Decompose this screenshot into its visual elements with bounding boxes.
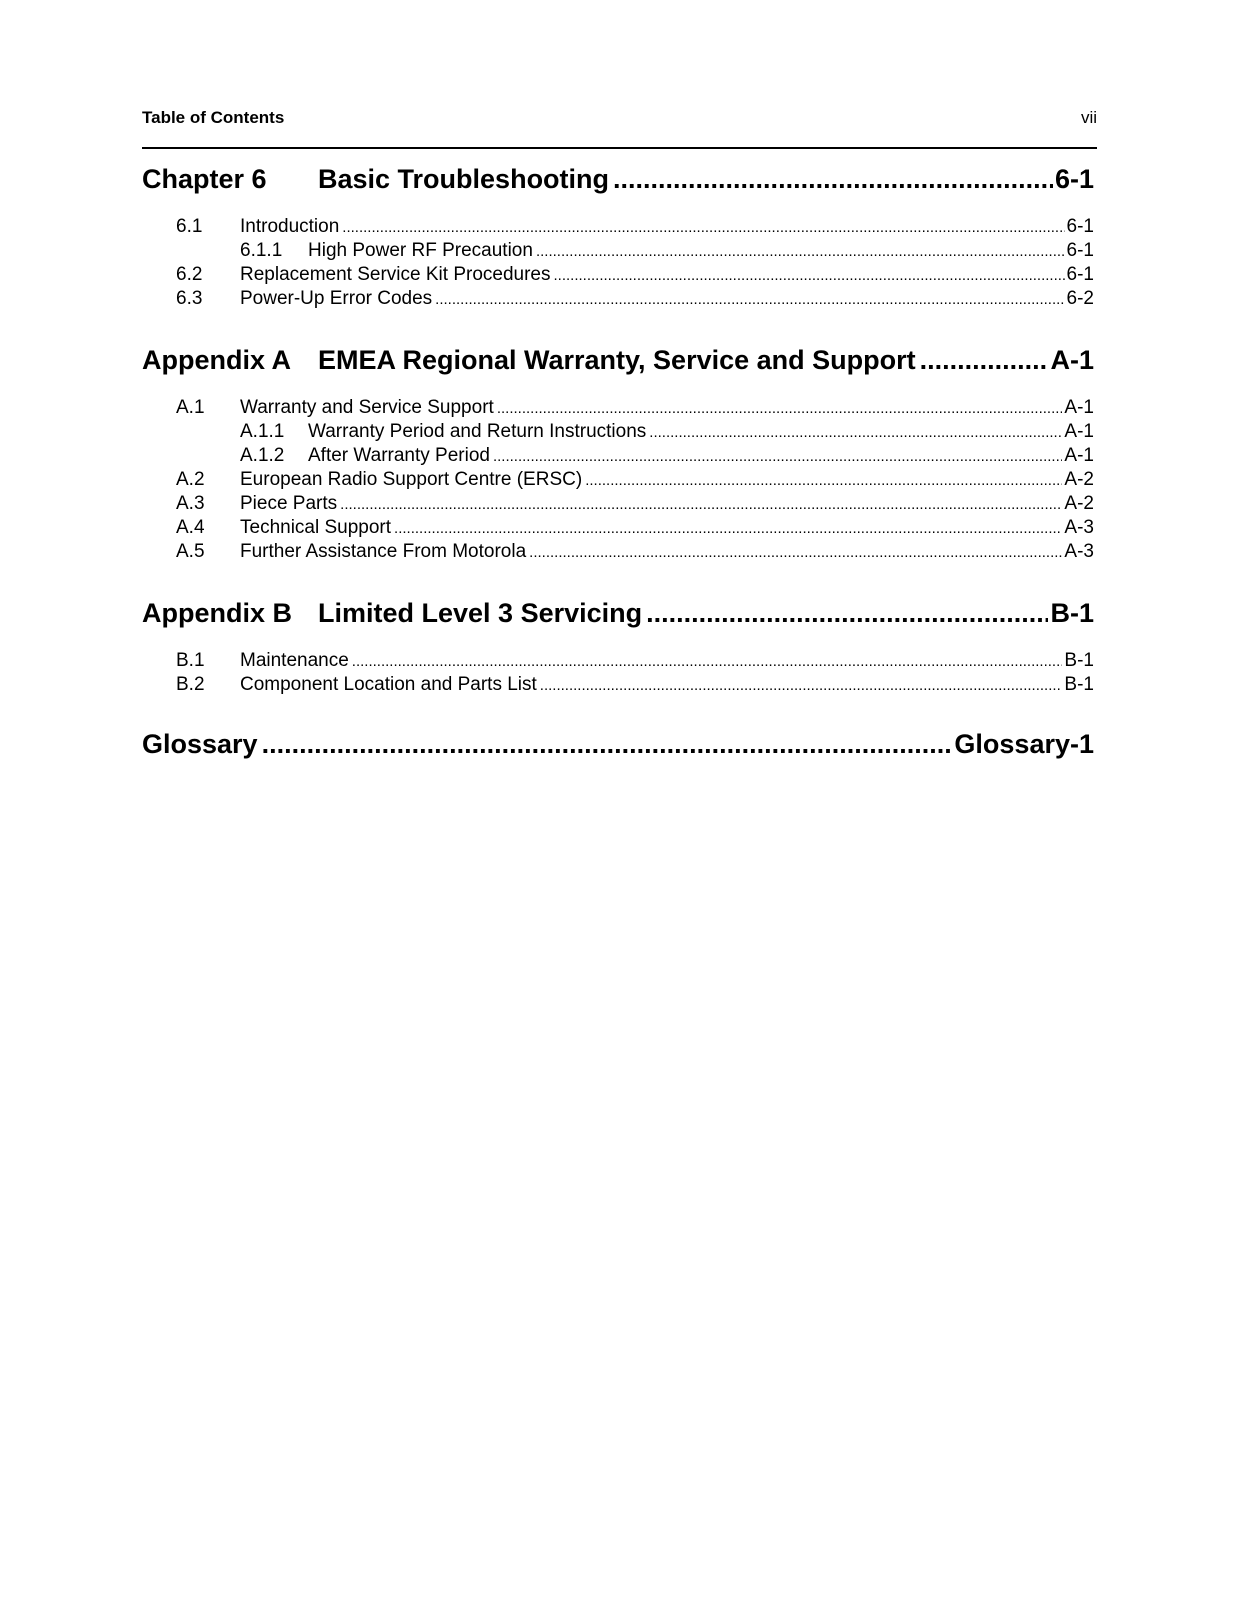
- glossary-title: Glossary: [142, 729, 258, 759]
- entry-number: 6.1: [176, 216, 203, 237]
- dot-leader: [920, 339, 1049, 381]
- entry-title: High Power RF Precaution: [308, 240, 533, 261]
- chapter-title: Basic Troubleshooting: [318, 164, 610, 194]
- entry-title: Maintenance: [240, 650, 349, 671]
- dot-leader: [262, 723, 953, 765]
- toc-entry[interactable]: [142, 396, 1094, 420]
- entry-number: 6.3: [176, 288, 203, 309]
- section-spacer: [142, 697, 1094, 723]
- entry-title: European Radio Support Centre (ERSC): [240, 469, 583, 490]
- entry-number: A.4: [176, 517, 205, 538]
- dot-leader: [536, 240, 1065, 264]
- chapter-label: Chapter 6: [142, 164, 267, 194]
- entry-page-ref: A-1: [1064, 445, 1094, 466]
- entry-number: A.3: [176, 493, 205, 514]
- entry-page-ref: 6-1: [1066, 216, 1094, 237]
- chapter-page-ref: 6-1: [1054, 164, 1094, 194]
- dot-leader: [540, 674, 1063, 698]
- entry-page-ref: A-2: [1064, 493, 1094, 514]
- entry-page-ref: A-3: [1064, 517, 1094, 538]
- toc-entry[interactable]: [142, 673, 1094, 697]
- header-rule: [142, 147, 1097, 149]
- toc-entry[interactable]: [142, 263, 1094, 287]
- entry-title: After Warranty Period: [308, 445, 490, 466]
- entry-title: Introduction: [240, 216, 340, 237]
- entry-page-ref: A-1: [1064, 397, 1094, 418]
- entry-number: A.1.1: [240, 421, 285, 442]
- entry-number: B.1: [176, 650, 205, 671]
- dot-leader: [585, 469, 1062, 493]
- dot-leader: [493, 445, 1062, 469]
- chapter-page-ref: A-1: [1050, 345, 1094, 375]
- toc-chapter-heading[interactable]: [142, 339, 1094, 381]
- toc-chapter-heading[interactable]: [142, 158, 1094, 200]
- toc-entry[interactable]: [142, 287, 1094, 311]
- dot-leader: [529, 541, 1062, 565]
- entry-number: A.2: [176, 469, 205, 490]
- toc-section-appendix-a: [142, 339, 1094, 564]
- toc-entry[interactable]: [142, 420, 1094, 444]
- toc-entry[interactable]: [142, 215, 1094, 239]
- entry-page-ref: A-2: [1064, 469, 1094, 490]
- entry-title: Piece Parts: [240, 493, 338, 514]
- page-header: [142, 108, 1097, 128]
- toc-entries: [142, 215, 1094, 311]
- chapter-page-ref: B-1: [1050, 598, 1094, 628]
- page-number: vii: [1080, 108, 1097, 127]
- entry-title: Warranty Period and Return Instructions: [308, 421, 647, 442]
- toc-entry[interactable]: [142, 540, 1094, 564]
- running-header-title: Table of Contents: [142, 108, 285, 127]
- entry-page-ref: 6-1: [1066, 240, 1094, 261]
- entry-page-ref: A-3: [1064, 541, 1094, 562]
- entry-page-ref: 6-2: [1066, 288, 1094, 309]
- toc-entries: [142, 396, 1094, 564]
- entry-title: Technical Support: [240, 517, 392, 538]
- dot-leader: [352, 650, 1063, 674]
- entry-title: Further Assistance From Motorola: [240, 541, 527, 562]
- table-of-contents: [142, 158, 1094, 765]
- glossary-page-ref: Glossary-1: [954, 729, 1094, 759]
- toc-entry[interactable]: [142, 492, 1094, 516]
- entry-number: A.1: [176, 397, 205, 418]
- entry-title: Component Location and Parts List: [240, 674, 537, 695]
- toc-section-appendix-b: [142, 592, 1094, 697]
- entry-number: B.2: [176, 674, 205, 695]
- chapter-label: Appendix B: [142, 598, 293, 628]
- toc-entry[interactable]: [142, 444, 1094, 468]
- dot-leader: [435, 288, 1064, 312]
- dot-leader: [649, 421, 1062, 445]
- entry-page-ref: A-1: [1064, 421, 1094, 442]
- dot-leader: [646, 592, 1048, 634]
- section-spacer: [142, 311, 1094, 339]
- entry-number: 6.2: [176, 264, 203, 285]
- entry-title: Replacement Service Kit Procedures: [240, 264, 551, 285]
- entry-number: A.1.2: [240, 445, 285, 466]
- toc-entry[interactable]: [142, 468, 1094, 492]
- toc-entries: [142, 649, 1094, 697]
- entry-number: A.5: [176, 541, 205, 562]
- chapter-title: Limited Level 3 Servicing: [318, 598, 643, 628]
- dot-leader: [613, 158, 1053, 200]
- toc-section-chapter-6: [142, 158, 1094, 311]
- section-spacer: [142, 564, 1094, 592]
- dot-leader: [553, 264, 1064, 288]
- entry-page-ref: B-1: [1064, 650, 1094, 671]
- entry-page-ref: B-1: [1064, 674, 1094, 695]
- toc-chapter-heading[interactable]: [142, 592, 1094, 634]
- chapter-title: EMEA Regional Warranty, Service and Support: [318, 345, 916, 375]
- dot-leader: [394, 517, 1062, 541]
- entry-title: Power-Up Error Codes: [240, 288, 433, 309]
- toc-glossary-heading[interactable]: [142, 723, 1094, 765]
- dot-leader: [342, 216, 1064, 240]
- entry-number: 6.1.1: [240, 240, 283, 261]
- dot-leader: [497, 397, 1063, 421]
- toc-entry[interactable]: [142, 239, 1094, 263]
- dot-leader: [340, 493, 1062, 517]
- chapter-label: Appendix A: [142, 345, 292, 375]
- entry-title: Warranty and Service Support: [240, 397, 494, 418]
- entry-page-ref: 6-1: [1066, 264, 1094, 285]
- toc-entry[interactable]: [142, 649, 1094, 673]
- toc-entry[interactable]: [142, 516, 1094, 540]
